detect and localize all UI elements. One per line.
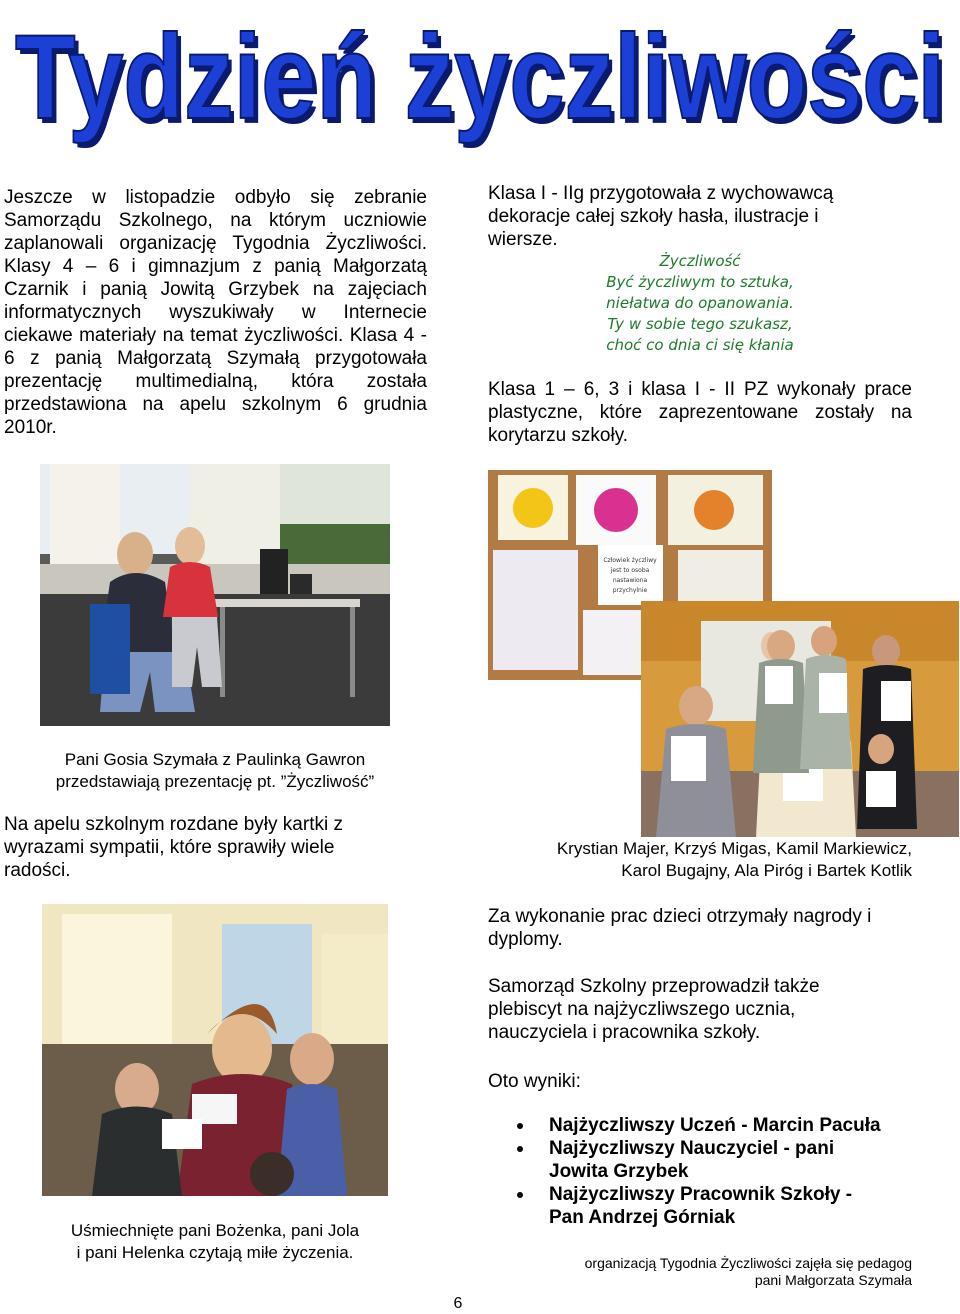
result-text: Najżyczliwszy Nauczyciel - pani Jowita Grzybek [549,1138,835,1182]
bullet-icon [517,1123,523,1129]
footer-line: organizacją Tygodnia Życzliwości zajęła się pedagog [584,1255,912,1271]
caption-line: Karol Bugajny, Ala Piróg i Bartek Kotlik [621,861,912,880]
poem-line: Życzliwość [659,252,741,270]
poem-line: Ty w sobie tego szukasz, [607,315,793,333]
footer-note [540,1255,912,1289]
result-item [512,1137,859,1183]
plebiscite-paragraph: Samorząd Szkolny przeprowadził także plebiscyt na najżyczliwszego ucznia, nauczyciela i pracownika szkoły. [488,976,820,1043]
result-item [512,1183,889,1229]
page-title [2,0,958,160]
intro-paragraph: Jeszcze w listopadzie odbyło się zebranie Samorządu Szkolnego, na którym uczniowie zaplanowali organizację Tygodnia Życzliwości. Klasy 4 – 6 i gimnazjum z panią Małgorzatą Czarnik i panią Jowitą Grzybek na zajęciach informatycznych wyszukiwały w Internecie ciekawe materiały na temat życzliwości. Klasa 4 - 6 z panią Małgorzatą Szymałą przygotowała prezentację multimedialną, która została przedstawiona na apelu szkolnym 6 grudnia 2010r. [4,187,427,438]
result-item [512,1114,932,1137]
prizes-paragraph: Za wykonanie prac dzieci otrzymały nagrody i dyplomy. [488,906,872,950]
result-text: Najżyczliwszy Pracownik Szkoły - Pan Andrzej Górniak [549,1184,853,1228]
decor-paragraph: Klasa I - IIg przygotowała z wychowawcą dekoracje całej szkoły hasła, ilustracje i wiersze. [488,183,834,250]
poem-line: niełatwa do opanowania. [606,294,794,312]
art-paragraph: Klasa 1 – 6, 3 i klasa I - II PZ wykonały prace plastyczne, które zaprezentowane zostały na korytarzu szkoły. [488,379,912,446]
svg-text:przychylnie: przychylnie [612,587,648,594]
caption-line: Uśmiechnięte pani Bożenka, pani Jola [70,1221,360,1240]
svg-text:Człowiek życzliwy: Człowiek życzliwy [603,557,657,564]
bullet-icon [517,1146,523,1152]
caption-line: przedstawiają prezentację pt. ”Życzliwość” [55,772,375,791]
students-photo [641,601,959,837]
caption-line: Pani Gosia Szymała z Paulinką Gawron [64,750,366,769]
svg-text:jest to osoba: jest to osoba [610,567,650,574]
presentation-photo [40,464,390,726]
title-shadow: Tydzień życzliwości [19,15,949,149]
students-caption [488,838,912,882]
title-text: Tydzień życzliwości [15,10,945,144]
results-list [512,1114,932,1229]
page-number: 6 [453,1295,463,1312]
cards-paragraph: Na apelu szkolnym rozdane były kartki z wyrazami sympatii, które sprawiły wiele radości. [4,814,343,881]
poem-line: Być życzliwym to sztuka, [606,273,794,291]
results-label: Oto wyniki: [488,1071,581,1092]
teachers-photo [42,904,388,1196]
bullet-icon [517,1192,523,1198]
caption-line: Krystian Majer, Krzyś Migas, Kamil Markiewicz, [556,839,912,858]
presentation-caption [30,749,400,793]
caption-line: i pani Helenka czytają miłe życzenia. [76,1243,354,1262]
poem-line: choć co dnia ci się kłania [606,336,794,354]
svg-text:nastawiona: nastawiona [612,577,648,584]
result-text: Najżyczliwszy Uczeń - Marcin Pacuła [549,1115,881,1136]
teachers-caption [42,1220,388,1264]
footer-line: pani Małgorzata Szymała [754,1272,912,1288]
poem [488,251,912,356]
title-art [2,0,958,160]
